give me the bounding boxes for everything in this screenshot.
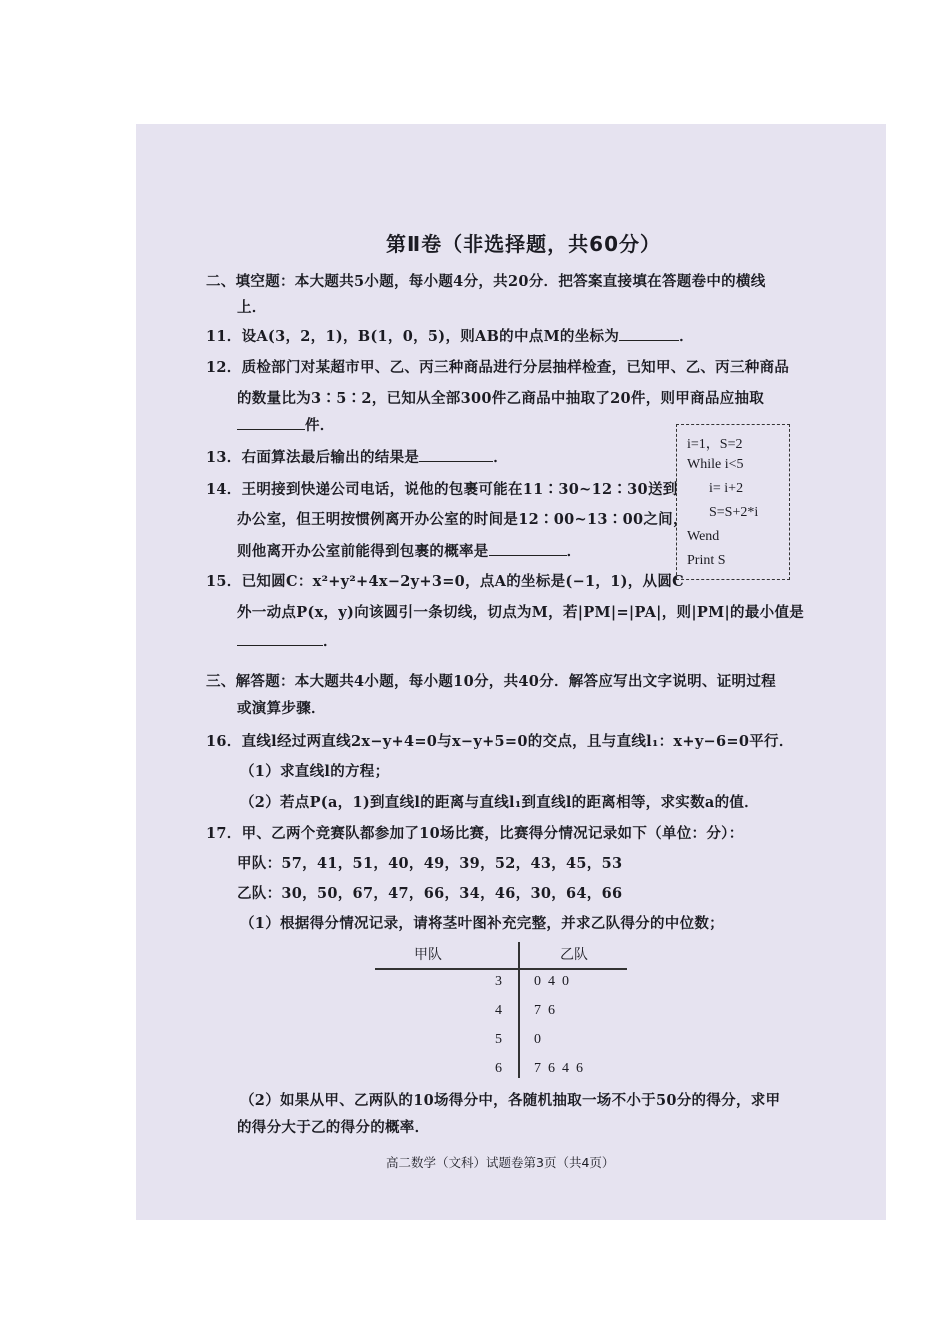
q17-jia-scores: 甲队：57，41，51，40，49，39，52，43，45，53 [237, 855, 623, 872]
question-11 [206, 325, 694, 346]
section2-line1: 二、填空题：本大题共5小题，每小题4分，共20分．把答案直接填在答题卷中的横线 [206, 273, 766, 290]
q13-text: 13．右面算法最后输出的结果是 [206, 449, 420, 466]
q16-part1: （1）求直线l的方程； [240, 763, 390, 780]
stem-header-jia: 甲队 [414, 948, 442, 963]
q13-answer-blank[interactable] [419, 447, 493, 462]
algo-line: i= i+2 [709, 481, 744, 496]
algo-line: Print S [687, 553, 726, 568]
q16-line1: 16．直线l经过两直线2x−y+4=0与x−y+5=0的交点，且与直线l₁：x+y−6=0平行． [206, 733, 794, 750]
leaf-values: 0 [534, 1032, 541, 1047]
q11-end: ． [679, 328, 694, 345]
q15-line2: 外一动点P(x，y)向该圆引一条切线，切点为M，若|PM|=|PA|，则|PM|的最小值是 [237, 604, 805, 621]
q14-line1: 14．王明接到快递公司电话，说他的包裹可能在11∶30~12∶30送到 [206, 481, 678, 498]
section3-line1: 三、解答题：本大题共4小题，每小题10分，共40分．解答应写出文字说明、证明过程 [206, 673, 776, 690]
stem-header-yi: 乙队 [560, 948, 588, 963]
q13-end: ． [493, 449, 508, 466]
q17-part1: （1）根据得分情况记录，请将茎叶图补充完整，并求乙队得分的中位数； [240, 915, 724, 932]
page-footer: 高二数学（文科）试题卷第3页（共4页） [386, 1155, 615, 1170]
q16-part2: （2）若点P(a，1)到直线l的距离与直线l₁到直线l的距离相等，求实数a的值． [240, 794, 759, 811]
q14-line3 [237, 540, 581, 561]
section-title: 第Ⅱ卷（非选择题，共60分） [386, 232, 662, 256]
q17-yi-scores: 乙队：30，50，67，47，66，34，46，30，64，66 [237, 885, 623, 902]
q12-answer-blank[interactable] [237, 415, 305, 430]
stem-value: 6 [495, 1061, 502, 1076]
q14-end: ． [566, 543, 582, 560]
leaf-values: 0 4 0 [534, 974, 569, 989]
algo-line: While i<5 [687, 457, 744, 472]
q15-line3 [237, 630, 338, 651]
q11-text: 11．设A(3，2，1)，B(1，0，5)，则AB的中点M的坐标为 [206, 328, 620, 345]
q12-line3 [237, 414, 335, 435]
q15-line1: 15．已知圆C：x²+y²+4x−2y+3=0，点A的坐标是(−1，1)，从圆C [206, 573, 685, 590]
stem-value: 3 [495, 974, 502, 989]
header-rule [375, 968, 627, 970]
stem-value: 5 [495, 1032, 502, 1047]
q17-part2-line2: 的得分大于乙的得分的概率． [237, 1119, 430, 1136]
algo-line: i=1，S=2 [687, 437, 743, 452]
algorithm-box [676, 424, 790, 580]
q15-answer-blank[interactable] [237, 631, 323, 646]
section3-line2: 或演算步骤． [237, 700, 326, 717]
q14-text: 则他离开办公室前能得到包裹的概率是 [237, 543, 489, 560]
q14-answer-blank[interactable] [489, 541, 567, 556]
stem-divider [518, 942, 520, 1078]
section2-line2: 上． [237, 299, 267, 316]
q12-line1: 12．质检部门对某超市甲、乙、丙三种商品进行分层抽样检查，已知甲、乙、丙三种商品 [206, 359, 790, 376]
question-13 [206, 446, 508, 467]
q12-end: 件． [305, 417, 335, 434]
q15-end: ． [323, 633, 338, 650]
leaf-values: 7 6 4 6 [534, 1061, 583, 1076]
q11-answer-blank[interactable] [619, 326, 679, 341]
q17-part2-line1: （2）如果从甲、乙两队的10场得分中，各随机抽取一场不小于50分的得分，求甲 [240, 1092, 781, 1109]
q17-line1: 17．甲、乙两个竞赛队都参加了10场比赛，比赛得分情况记录如下（单位：分）： [206, 825, 744, 842]
algo-line: Wend [687, 529, 720, 544]
stem-value: 4 [495, 1003, 502, 1018]
algo-line: S=S+2*i [709, 505, 759, 520]
leaf-values: 7 6 [534, 1003, 555, 1018]
q14-line2: 办公室，但王明按惯例离开办公室的时间是12∶00~13∶00之间， [237, 511, 688, 528]
q12-line2: 的数量比为3∶5∶2，已知从全部300件乙商品中抽取了20件，则甲商品应抽取 [237, 390, 765, 407]
